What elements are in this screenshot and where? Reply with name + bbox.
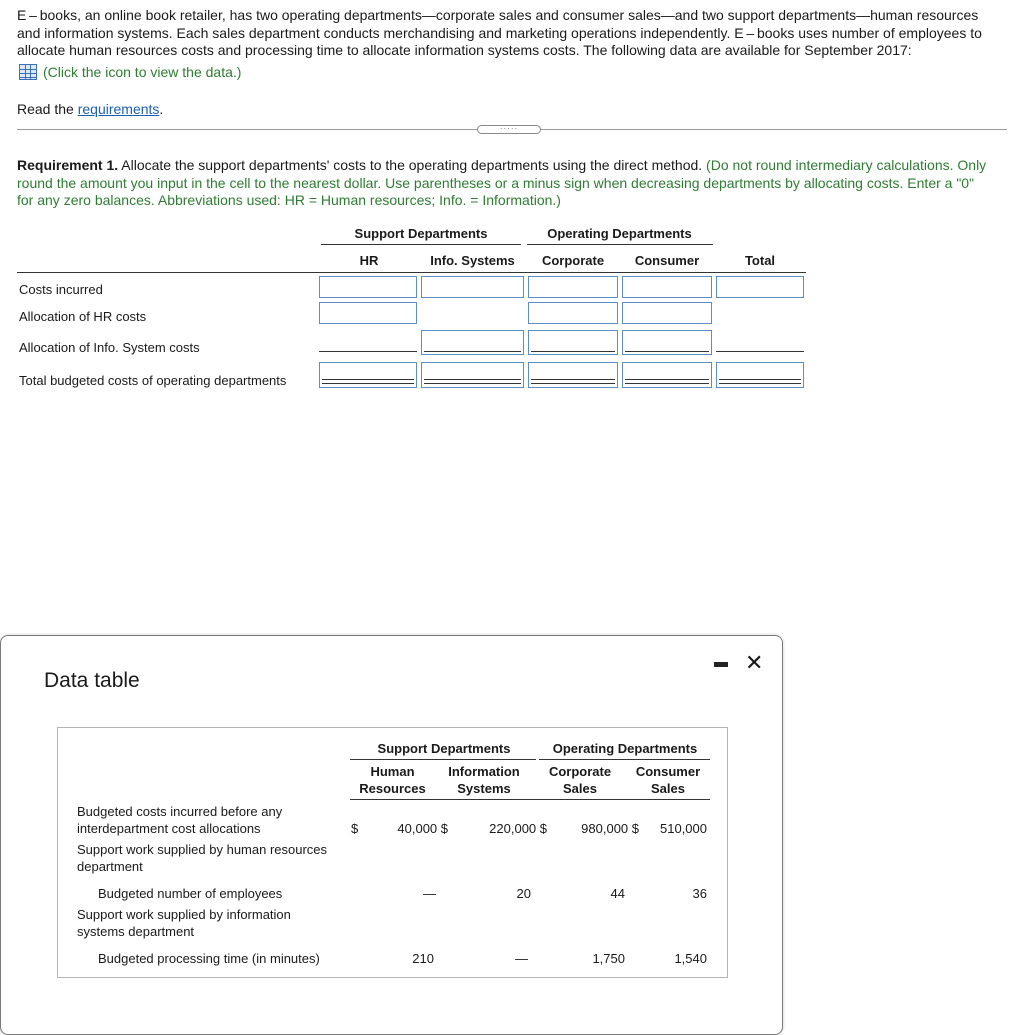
input-total-corporate[interactable] [528, 362, 618, 388]
input-costs-consumer[interactable] [622, 276, 712, 298]
requirements-link[interactable]: requirements [77, 101, 160, 117]
support-group-line [321, 244, 521, 245]
col-hr: HR [359, 253, 379, 268]
row-allocation-hr: Allocation of HR costs [19, 309, 147, 324]
dt-col-cons-1: Consumer [635, 764, 701, 779]
dt-row1-cons: 510,000 [660, 821, 707, 836]
dt-row4-label-2: systems department [77, 924, 195, 939]
dt-row1-dollar: $ [351, 821, 359, 836]
underline-alloc-info-hr [319, 351, 417, 352]
modal-title: Data table [44, 669, 140, 692]
dt-header-support: Support Departments [377, 741, 511, 756]
dt-row3-cons: 36 [692, 886, 707, 901]
dt-row5-cons: 1,540 [674, 951, 707, 966]
dt-operating-line [539, 759, 710, 760]
dt-header-rule [350, 799, 710, 800]
requirement-1 [17, 157, 992, 210]
problem-intro: E – books, an online book retailer, has two operating departments—corporate sales and consumer sales—and two support departments—human resources and information systems. Each sales department conducts merchandising and marketing operations independently. E – books uses number of employees to allocate human resources costs and processing time to allocate information systems costs. The following data are available for September 2017: [17, 7, 982, 58]
dt-row3-label: Budgeted number of employees [98, 886, 283, 901]
operating-group-line [527, 244, 713, 245]
dt-header-operating: Operating Departments [552, 741, 698, 756]
read-suffix: . [159, 101, 164, 117]
input-costs-hr[interactable] [319, 276, 417, 298]
dt-row1-corp: 980,000 $ [581, 821, 639, 836]
requirement-text: Allocate the support departments' costs to the operating departments using the direct method. [118, 157, 703, 173]
row-allocation-info: Allocation of Info. System costs [19, 340, 200, 355]
data-table-icon[interactable] [19, 64, 37, 80]
dt-row5-label: Budgeted processing time (in minutes) [98, 951, 320, 966]
dt-col-corp-1: Corporate [548, 764, 612, 779]
read-requirements [17, 101, 163, 117]
requirement-label: Requirement 1. [17, 157, 119, 173]
input-alloc-info-corporate[interactable] [528, 330, 618, 355]
view-data-link[interactable] [19, 64, 241, 80]
header-operating-departments: Operating Departments [547, 226, 692, 241]
dt-row4-label-1: Support work supplied by information [77, 907, 291, 922]
minimize-button[interactable] [714, 662, 728, 667]
row-total-budgeted: Total budgeted costs of operating departments [19, 373, 287, 388]
dt-col-hr-1: Human [370, 764, 415, 779]
dt-support-line [350, 759, 536, 760]
close-icon[interactable]: ✕ [745, 650, 764, 675]
col-total: Total [744, 253, 776, 268]
expand-handle[interactable]: ····· [477, 125, 541, 134]
row-costs-incurred: Costs incurred [19, 282, 103, 297]
requirement-note: (Do not round intermediary calculations. Only round the amount you input in the cell to the nearest dollar. Use parentheses or a minus sign when decreasing departments by allocating costs. Enter a "0" for any zero balances. Abbreviations used: HR = Human resources; Info. = Information.) [17, 157, 987, 208]
dt-row2-label-2: department [77, 859, 143, 874]
dt-row1-label-1: Budgeted costs incurred before any [77, 804, 283, 819]
dt-col-corp-2: Sales [563, 781, 597, 796]
input-alloc-hr-hr[interactable] [319, 302, 417, 324]
input-costs-total[interactable] [716, 276, 804, 298]
input-alloc-info-consumer[interactable] [622, 330, 712, 355]
dt-row1-is: 220,000 $ [489, 821, 547, 836]
input-alloc-info-info[interactable] [421, 330, 524, 355]
input-total-consumer[interactable] [622, 362, 712, 388]
input-total-total[interactable] [716, 362, 804, 388]
dt-col-is-2: Systems [457, 781, 511, 796]
col-info-systems: Info. Systems [430, 253, 515, 268]
input-costs-info[interactable] [421, 276, 524, 298]
dt-col-hr-2: Resources [359, 781, 426, 796]
dt-col-cons-2: Sales [651, 781, 685, 796]
input-total-hr[interactable] [319, 362, 417, 388]
header-rule [17, 272, 806, 273]
input-alloc-hr-corporate[interactable] [528, 302, 618, 324]
dt-row3-corp: 44 [610, 886, 625, 901]
input-costs-corporate[interactable] [528, 276, 618, 298]
col-corporate: Corporate [541, 253, 605, 268]
dt-row3-hr: — [423, 886, 436, 901]
input-total-info[interactable] [421, 362, 524, 388]
dt-row3-is: 20 [516, 886, 531, 901]
header-support-departments: Support Departments [354, 226, 488, 241]
dt-row1-hr: 40,000 $ [397, 821, 448, 836]
input-alloc-hr-consumer[interactable] [622, 302, 712, 324]
read-prefix: Read the [17, 101, 78, 117]
underline-alloc-info-total [716, 351, 804, 352]
dt-col-is-1: Information [448, 764, 520, 779]
view-data-label[interactable]: (Click the icon to view the data.) [43, 64, 242, 80]
col-consumer: Consumer [634, 253, 700, 268]
dt-row5-hr: 210 [412, 951, 434, 966]
data-table-modal [0, 635, 783, 1035]
data-table [57, 727, 728, 978]
dt-row5-is: — [515, 951, 528, 966]
dt-row1-label-2: interdepartment cost allocations [77, 821, 261, 836]
dt-row5-corp: 1,750 [592, 951, 625, 966]
dt-row2-label-1: Support work supplied by human resources [77, 842, 328, 857]
